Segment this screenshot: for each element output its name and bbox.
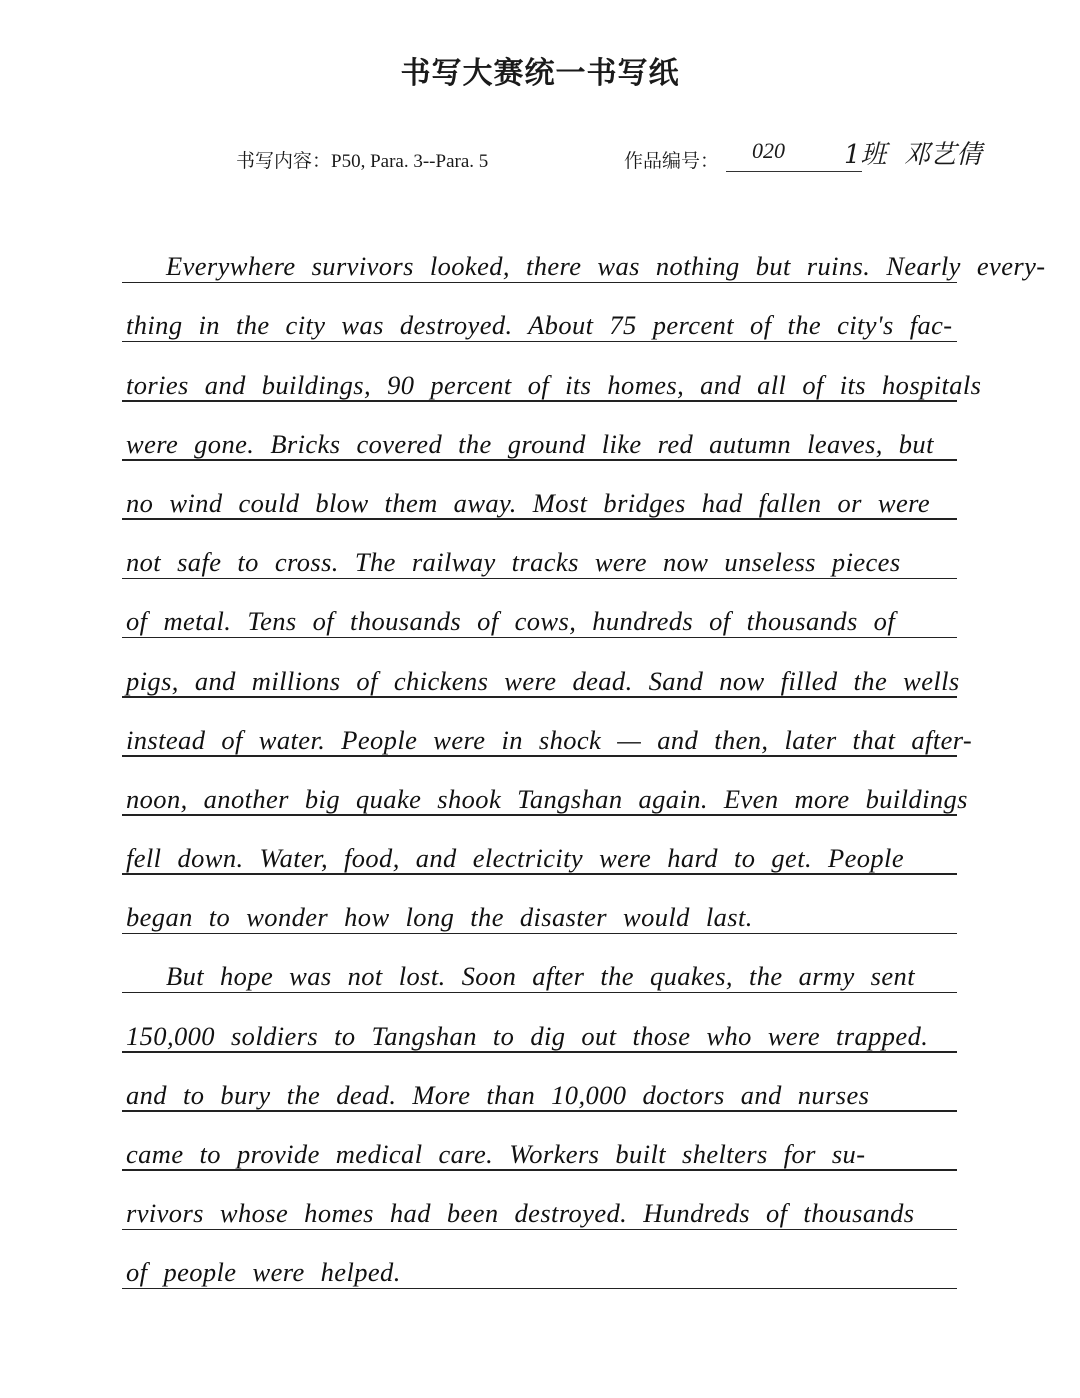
content-value: P50, Para. 3--Para. 5 [331, 151, 489, 172]
handwritten-text: no wind could blow them away. Most bridges had fallen or were [126, 487, 931, 518]
handwritten-text: were gone. Bricks covered the ground like red autumn leaves, but [126, 428, 934, 459]
ruled-line [122, 883, 957, 942]
class-value: 1班 [844, 140, 887, 170]
handwritten-text: pigs, and millions of chickens were dead. Sand now filled the wells [126, 665, 960, 696]
handwritten-text: came to provide medical care. Workers built shelters for su- [126, 1139, 866, 1169]
handwritten-text: and to bury the dead. More than 10,000 doctors and nurses [126, 1079, 870, 1110]
ruled-line [122, 1120, 957, 1179]
ruled-line [122, 646, 960, 705]
handwritten-text: fell down. Water, food, and electricity were hard to get. People [126, 843, 904, 874]
ruled-line [122, 706, 973, 765]
handwritten-text: instead of water. People were in shock — and then, later that after- [126, 724, 973, 755]
handwritten-text: Everywhere survivors looked, there was nothing but ruins. Nearly every- [166, 251, 1046, 282]
handwritten-text: 150,000 soldiers to Tangshan to dig out those who were trapped. [126, 1020, 929, 1051]
handwriting-lines [122, 232, 1046, 1297]
number-label: 作品编号： [624, 150, 720, 172]
number-field [726, 140, 988, 170]
ruled-line [122, 291, 957, 350]
handwritten-text: tories and buildings, 90 percent of its homes, and all of its hospitals [126, 369, 982, 400]
content-label: 书写内容： [236, 150, 332, 172]
ruled-line [122, 824, 957, 883]
handwritten-text: noon, another big quake shook Tangshan again. Even more buildings [126, 783, 968, 814]
student-name: 邓艺倩 [904, 140, 983, 170]
ruled-line [122, 942, 957, 1001]
number-value: 020 [752, 138, 785, 163]
handwritten-text: began to wonder how long the disaster would last. [126, 902, 753, 933]
handwritten-text: But hope was not lost. Soon after the quakes, the army sent [166, 961, 915, 992]
handwritten-text: of metal. Tens of thousands of cows, hundreds of thousands of [126, 606, 896, 637]
ruled-line [122, 1179, 957, 1238]
meta-row [0, 140, 1080, 180]
handwritten-text: of people were helped. [126, 1257, 401, 1288]
ruled-line [122, 587, 957, 646]
ruled-line [122, 1238, 957, 1297]
number-underline [726, 171, 862, 172]
handwritten-text: thing in the city was destroyed. About 75 percent of the city's fac- [126, 310, 953, 341]
ruled-line [122, 410, 957, 469]
ruled-line [122, 528, 957, 587]
handwritten-text: not safe to cross. The railway tracks were now unseless pieces [126, 547, 901, 578]
ruled-line [122, 765, 968, 824]
ruled-line [122, 232, 1046, 291]
handwritten-text: rvivors whose homes had been destroyed. Hundreds of thousands [126, 1198, 915, 1229]
page-title: 书写大赛统一书写纸 [400, 56, 680, 91]
content-field [236, 146, 488, 173]
ruled-line [122, 1061, 957, 1120]
ruled-line [122, 469, 957, 528]
ruled-line [122, 350, 982, 409]
ruled-line [122, 1001, 957, 1060]
